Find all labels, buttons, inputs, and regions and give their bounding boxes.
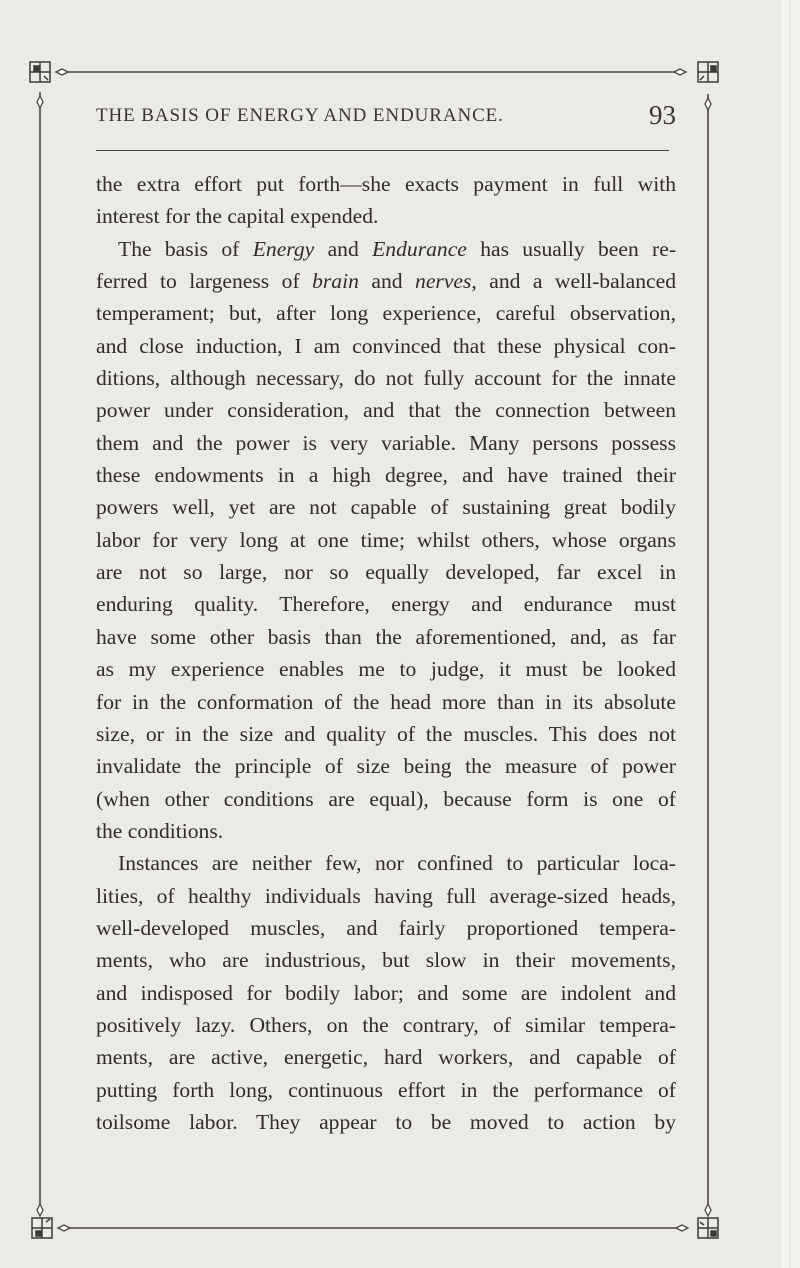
emphasis-brain: brain [312,269,359,294]
text-line: interest for the capital expended. [96,204,379,229]
emphasis-energy: Energy [252,236,315,261]
text-line: these endowments in a high degree, and have trained their [96,463,676,488]
text-run: , and a well-balanced [471,269,677,294]
corner-fleuron-icon [30,62,50,82]
text-run: ferred to largeness of [96,269,300,294]
text-line: Instances are neither few, nor confined to particular loca- [118,851,676,876]
text-line: as my experience enables me to judge, it must be looked [96,657,676,682]
text-line: well-developed muscles, and fairly proportioned tempera- [96,915,676,940]
text-line: ments, who are industrious, but slow in their movements, [96,948,676,973]
running-head [96,99,676,139]
text-line: temperament; but, after long experience, careful observation, [96,301,676,326]
corner-fleuron-icon [698,62,718,82]
text-line: positively lazy. Others, on the contrary, of similar tempera- [96,1012,676,1037]
text-line: putting forth long, continuous effort in the performance of [96,1077,676,1102]
text-line: them and the power is very variable. Many persons possess [96,430,676,455]
text-line: ditions, although necessary, do not fully account for the innate [96,366,676,391]
header-rule [96,150,669,151]
text-line: the conditions. [96,818,224,843]
text-line: ments, are active, energetic, hard workers, and capable of [96,1045,676,1070]
text-line: (when other conditions are equal), because form is one of [96,786,676,811]
text-line: enduring quality. Therefore, energy and endurance must [96,592,676,617]
text-line: are not so large, nor so equally developed, far excel in [96,560,676,585]
text-line [96,265,676,297]
text-line: invalidate the principle of size being the measure of power [96,754,676,779]
margin-tick-mark: , [707,604,710,618]
text-run: has usually been re- [480,236,677,261]
running-title: THE BASIS OF ENERGY AND ENDURANCE. [96,105,504,126]
text-line: toilsome labor. They appear to be moved to action by [96,1109,676,1134]
text-line: labor for very long at one time; whilst others, whose organs [96,527,676,552]
text-line: and indisposed for bodily labor; and some are indolent and [96,980,676,1005]
text-line: power under consideration, and that the connection between [96,398,676,423]
page-number: 93 [649,100,676,130]
text-line [96,233,676,265]
emphasis-endurance: Endurance [372,236,467,261]
text-line: size, or in the size and quality of the muscles. This does not [96,721,676,746]
text-line: the extra effort put forth—she exacts payment in full with [96,172,676,196]
text-run: The basis of [118,236,240,261]
body-text [96,168,686,1138]
text-line: lities, of healthy individuals having full average-sized heads, [96,883,676,908]
emphasis-nerves: nerves [415,269,472,294]
text-line: for in the conformation of the head more than in its absolute [96,689,676,714]
corner-fleuron-icon [32,1218,52,1238]
text-line: have some other basis than the aforementioned, and, as far [96,624,676,649]
corner-fleuron-icon [698,1218,718,1238]
text-run: and [371,269,403,294]
text-run: and [327,236,359,261]
text-line: and close induction, I am convinced that these physical con- [96,333,676,358]
text-line: powers well, yet are not capable of sustaining great bodily [96,495,676,520]
